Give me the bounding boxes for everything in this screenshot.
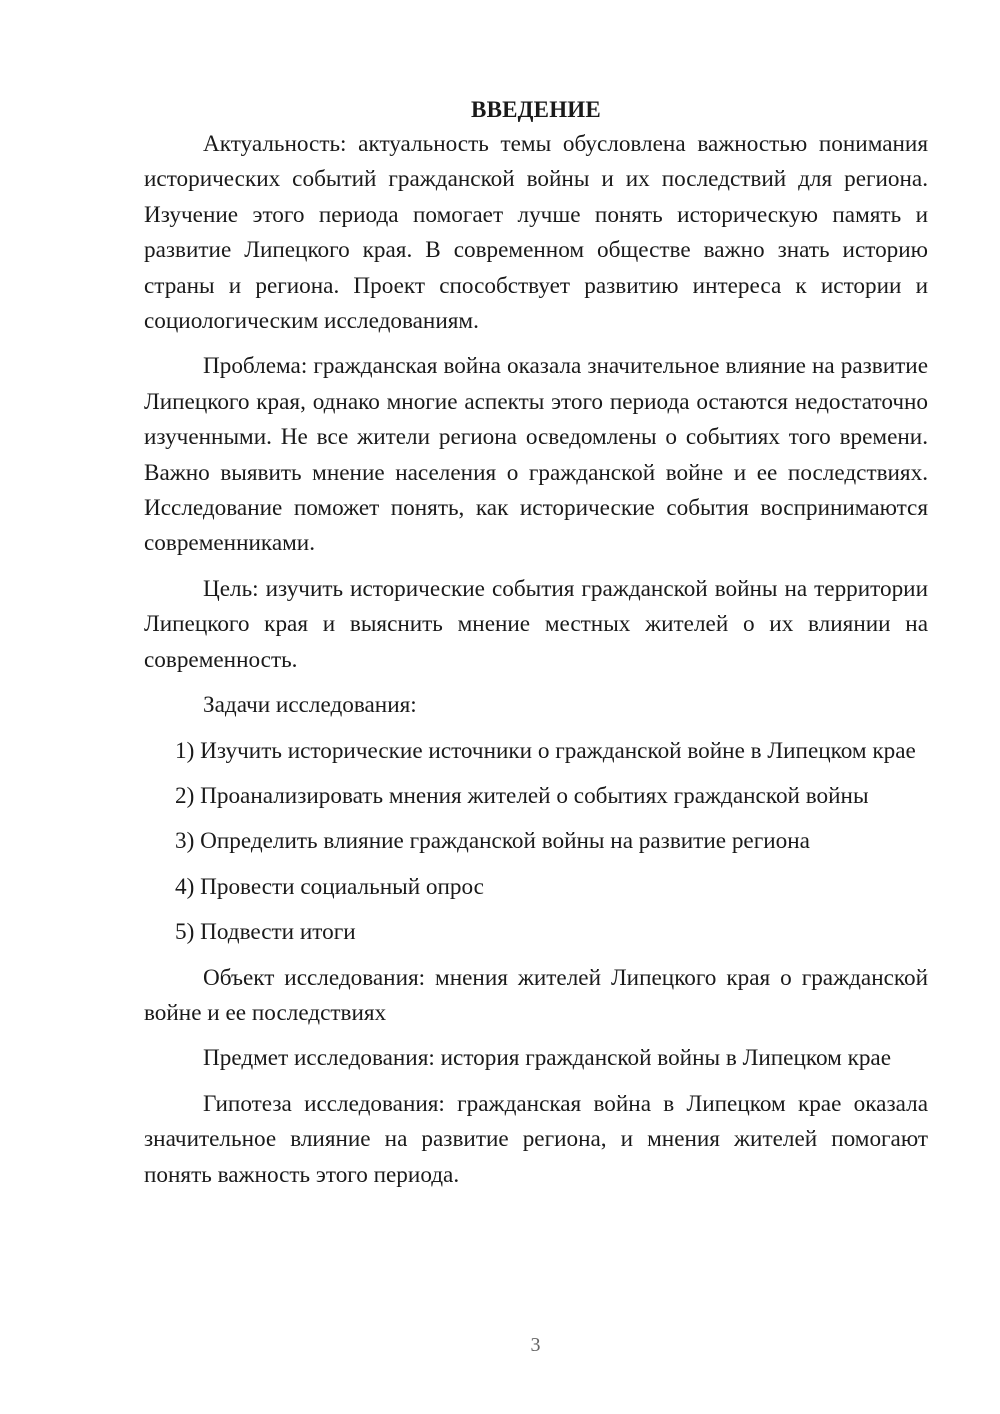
task-item: 5) Подвести итоги (175, 919, 356, 946)
paragraph-subject: Предмет исследования: история гражданской войны в Липецком крае (203, 1045, 892, 1072)
tasks-heading: Задачи исследования: (203, 692, 417, 719)
paragraph-relevance: Актуальность: актуальность темы обусловлена важностью понимания исторических событий гражданской войны и их последствий для региона. Изучение этого периода помогает лучше понять историческую память и развитие Липецкого края. В современном обществе важно знать историю страны и региона. Проект способствует развитию интереса к истории и социологическим исследованиям. (144, 131, 928, 335)
task-item: 1) Изучить исторические источники о гражданской войне в Липецком крае (175, 737, 916, 764)
paragraph-goal: Цель: изучить исторические события гражданской войны на территории Липецкого края и выяснить мнение местных жителей о их влиянии на современность. (144, 575, 928, 673)
task-item: 4) Провести социальный опрос (175, 873, 484, 900)
task-item: 3) Определить влияние гражданской войны на развитие региона (175, 828, 810, 855)
paragraph-object: Объект исследования: мнения жителей Липецкого края о гражданской войне и ее последствиях (144, 964, 928, 1026)
page-number: 3 (530, 1334, 541, 1356)
paragraph-hypothesis: Гипотеза исследования: гражданская война в Липецком крае оказала значительное влияние на развитие региона, и мнения жителей помогают понять важность этого периода. (144, 1090, 928, 1188)
task-item: 2) Проанализировать мнения жителей о событиях гражданской войны (175, 782, 869, 809)
paragraph-problem: Проблема: гражданская война оказала значительное влияние на развитие Липецкого края, однако многие аспекты этого периода остаются недостаточно изученными. Не все жители региона осведомлены о событиях того времени. Важно выявить мнение населения о гражданской войне и ее последствиях. Исследование поможет понять, как исторические события воспринимаются современниками. (144, 353, 928, 557)
document-page (144, 92, 928, 1193)
section-title: ВВЕДЕНИЕ (471, 97, 601, 122)
